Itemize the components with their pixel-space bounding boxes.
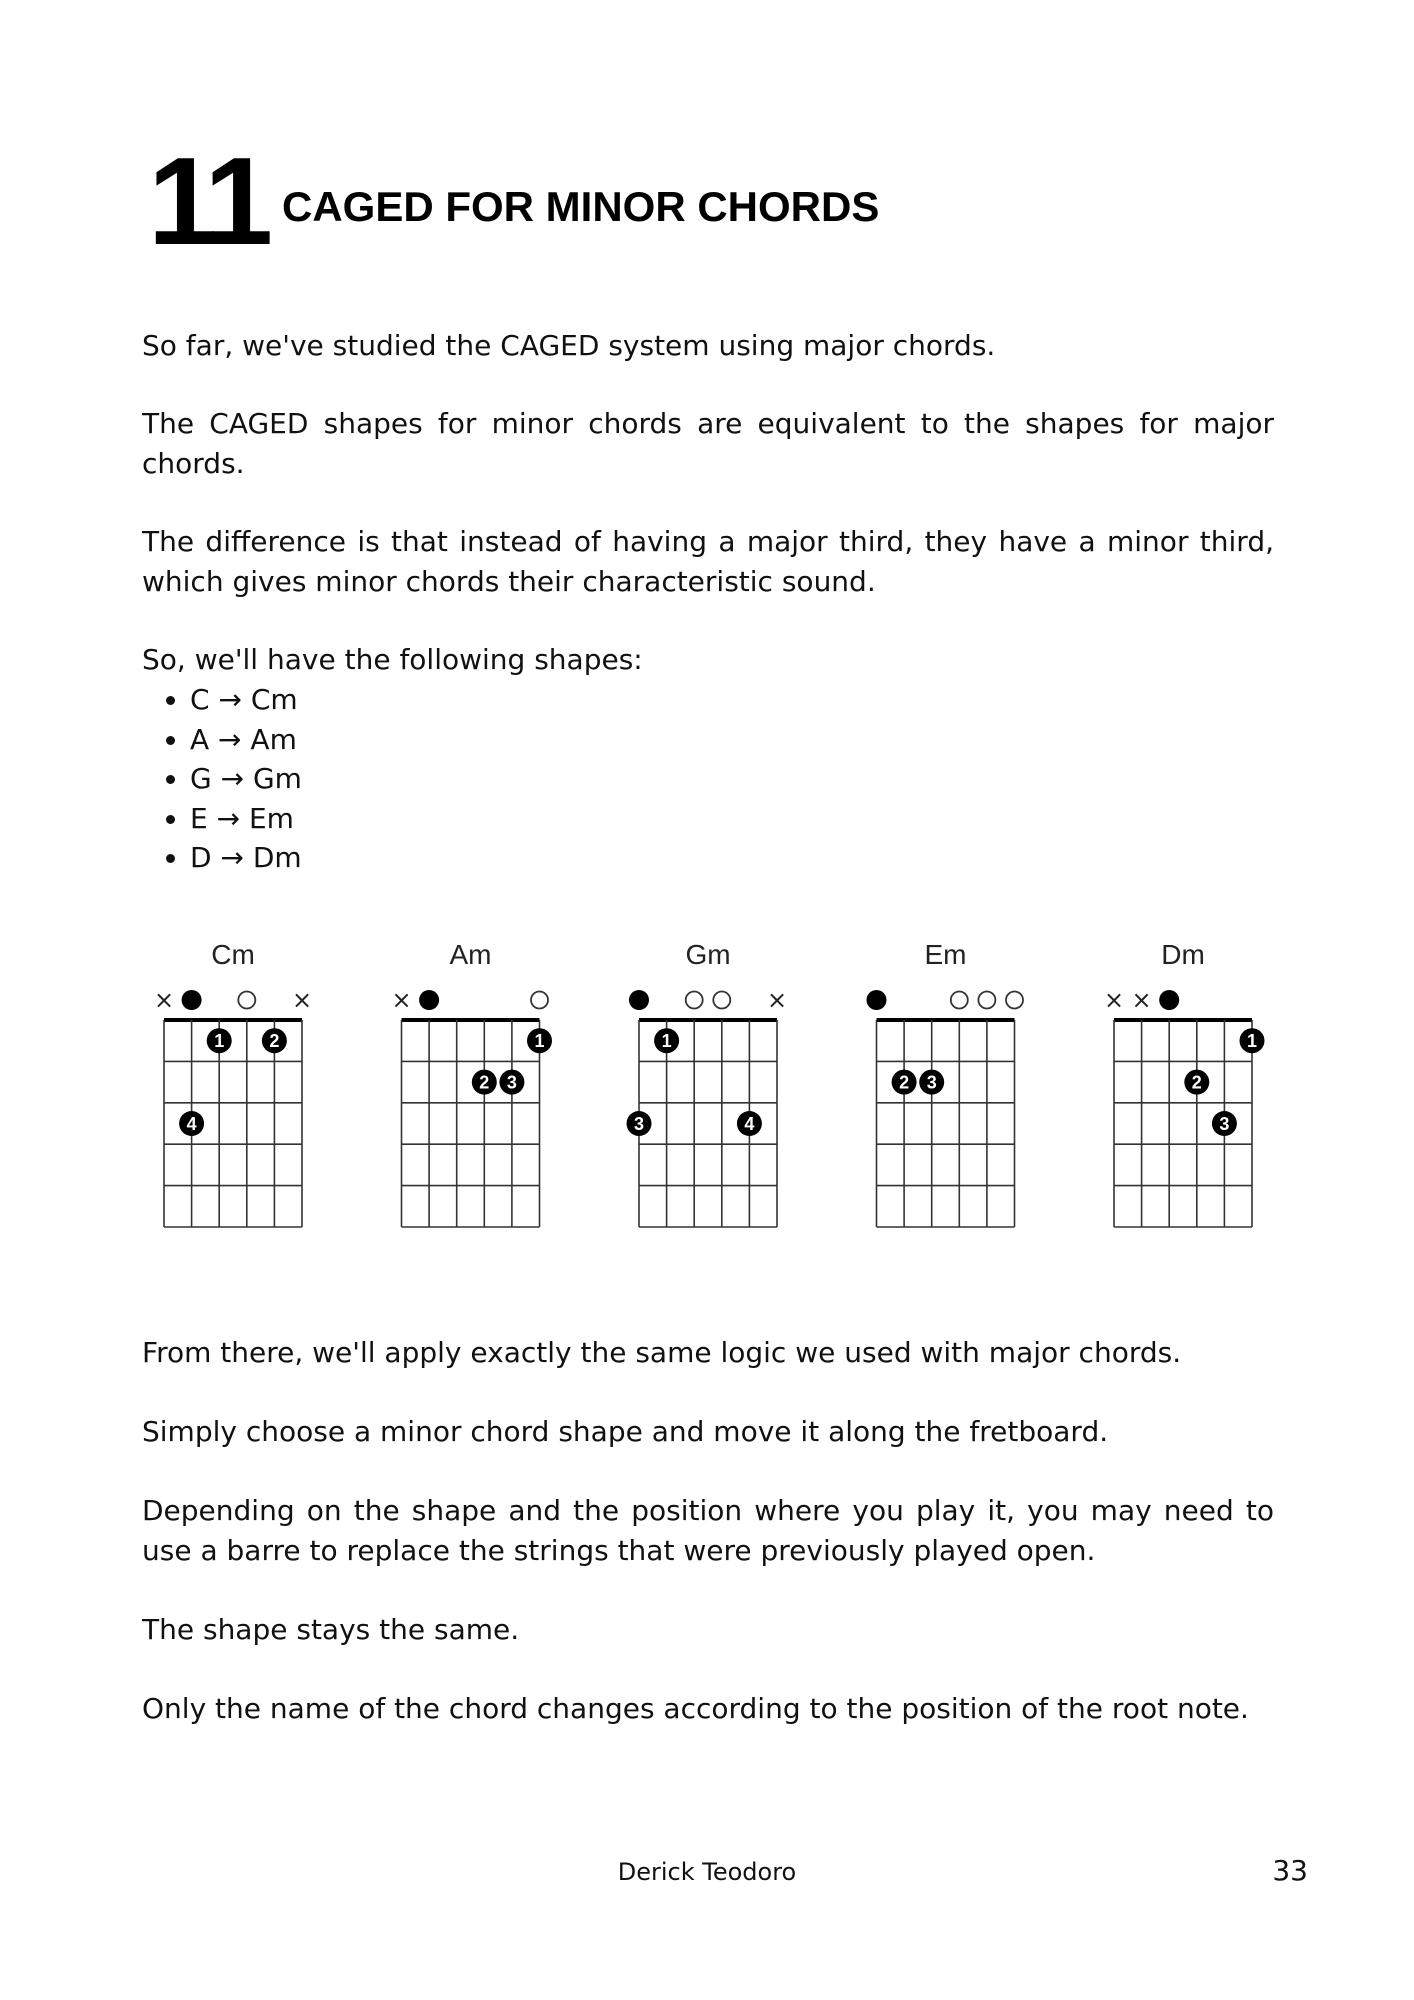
chord-diagram-am <box>391 940 552 1227</box>
open-string-marker <box>531 992 548 1009</box>
footer-author: Derick Teodoro <box>617 1858 797 1886</box>
intro-paragraph: So far, we've studied the CAGED system using major chords. <box>142 329 996 362</box>
chord-diagram-cm <box>154 940 312 1227</box>
page-number: 33 <box>1272 1854 1308 1887</box>
list-item: • E → Em <box>190 799 1274 839</box>
muted-string-marker: × <box>153 986 175 1014</box>
shapes-list <box>142 680 1274 878</box>
chord-diagram-dm <box>1104 940 1265 1227</box>
finger-number: 2 <box>899 1072 910 1093</box>
list-item: • A → Am <box>190 720 1274 760</box>
root-string-marker <box>419 990 439 1010</box>
finger-number: 4 <box>744 1114 755 1134</box>
muted-string-marker: × <box>391 986 412 1014</box>
intro-paragraph: The difference is that instead of having a major third, they have a minor third, which gives minor chords their characteristic sound. <box>142 525 1274 598</box>
chapter-number: 11 <box>148 133 268 271</box>
finger-number: 1 <box>534 1031 545 1052</box>
finger-number: 1 <box>214 1031 225 1052</box>
outro-paragraph: Only the name of the chord changes according to the position of the root note. <box>142 1692 1249 1725</box>
muted-string-marker: × <box>766 986 788 1014</box>
chord-name: Dm <box>1161 940 1205 970</box>
open-string-marker <box>1006 992 1023 1009</box>
root-string-marker <box>182 990 202 1010</box>
chapter-title: CAGED FOR MINOR CHORDS <box>282 183 880 230</box>
shapes-lead: So, we'll have the following shapes: <box>142 643 643 676</box>
open-string-marker <box>686 992 703 1009</box>
finger-number: 2 <box>269 1031 280 1052</box>
muted-string-marker: × <box>1103 986 1125 1014</box>
finger-number: 3 <box>1219 1114 1230 1134</box>
outro-paragraph: From there, we'll apply exactly the same logic we used with major chords. <box>142 1336 1182 1369</box>
muted-string-marker: × <box>1131 986 1152 1014</box>
finger-number: 1 <box>1246 1031 1258 1052</box>
chord-diagram-em <box>867 940 1024 1227</box>
open-string-marker <box>951 992 968 1009</box>
outro-section <box>142 1333 1274 1768</box>
chord-diagram-gm <box>627 940 788 1227</box>
chord-name: Cm <box>211 940 255 970</box>
open-string-marker <box>978 992 995 1009</box>
chord-name: Em <box>924 940 967 970</box>
finger-number: 2 <box>1191 1072 1202 1093</box>
outro-paragraph: Depending on the shape and the position where you play it, you may need to use a barre to replace the strings that were previously played open. <box>142 1494 1274 1567</box>
finger-number: 3 <box>506 1072 517 1093</box>
finger-number: 2 <box>479 1072 490 1093</box>
muted-string-marker: × <box>291 986 313 1014</box>
list-item: • C → Cm <box>190 680 1274 720</box>
finger-number: 3 <box>633 1114 645 1134</box>
chord-name: Gm <box>685 940 731 970</box>
root-string-marker <box>1159 990 1179 1010</box>
intro-section <box>142 326 1274 878</box>
outro-paragraph: The shape stays the same. <box>142 1613 520 1646</box>
root-string-marker <box>629 990 649 1010</box>
chord-name: Am <box>449 940 492 970</box>
finger-number: 1 <box>661 1031 672 1052</box>
intro-paragraph: The CAGED shapes for minor chords are equivalent to the shapes for major chords. <box>142 407 1274 480</box>
chord-diagrams <box>142 940 1282 1270</box>
outro-paragraph: Simply choose a minor chord shape and move it along the fretboard. <box>142 1415 1109 1448</box>
finger-number: 4 <box>186 1114 197 1134</box>
finger-number: 3 <box>926 1072 937 1093</box>
open-string-marker <box>713 992 730 1009</box>
root-string-marker <box>867 990 887 1010</box>
list-item: • G → Gm <box>190 759 1274 799</box>
list-item: • D → Dm <box>190 838 1274 878</box>
open-string-marker <box>238 992 255 1009</box>
